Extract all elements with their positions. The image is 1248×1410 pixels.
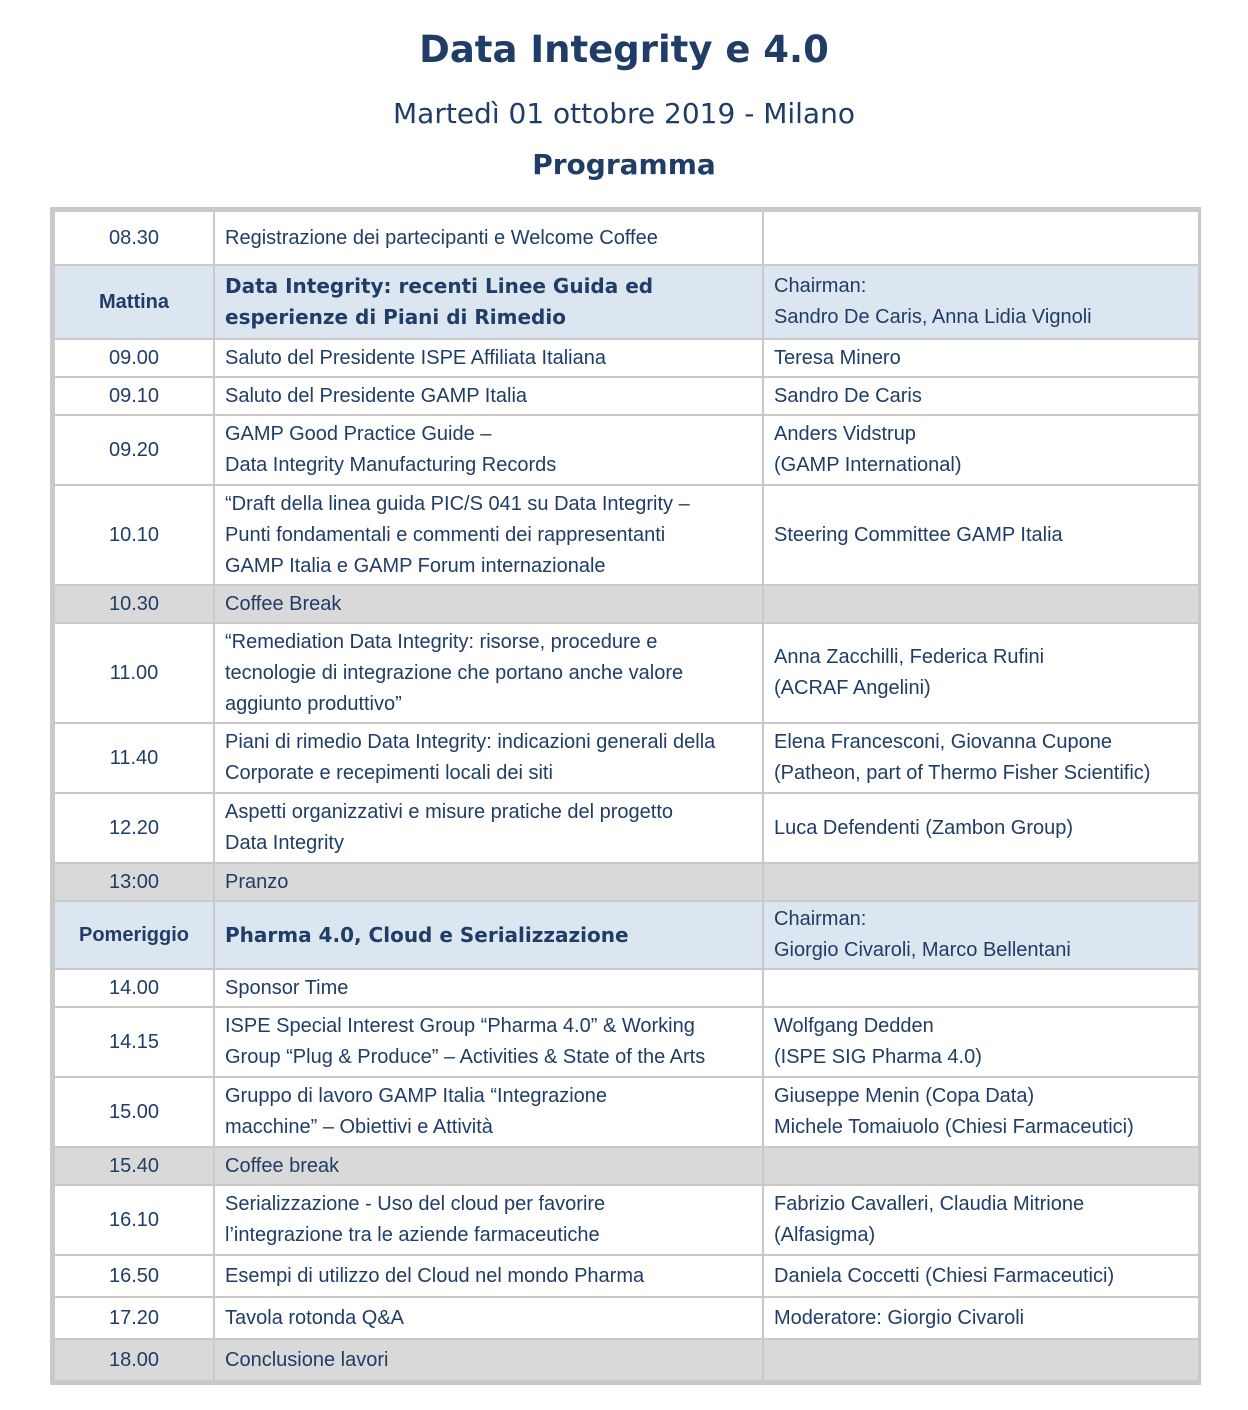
agenda-row — [54, 339, 1199, 377]
time-cell: 10.10 — [54, 485, 214, 585]
speaker-cell — [763, 1007, 1199, 1077]
speaker-cell — [763, 863, 1199, 901]
program-table — [53, 210, 1200, 1382]
time-cell: 09.00 — [54, 339, 214, 377]
program-table-frame — [50, 207, 1201, 1385]
time-cell: 18.00 — [54, 1339, 214, 1381]
topic-line: ISPE Special Interest Group “Pharma 4.0” & Working — [225, 1015, 695, 1037]
topic-cell — [214, 723, 763, 793]
session-row — [54, 901, 1199, 969]
time-cell: 08.30 — [54, 211, 214, 265]
topic-line: Group “Plug & Produce” – Activities & State of the Arts — [225, 1046, 706, 1068]
speaker-cell — [763, 265, 1199, 339]
speaker-line: Michele Tomaiuolo (Chiesi Farmaceutici) — [774, 1116, 1134, 1138]
speaker-cell — [763, 485, 1199, 585]
agenda-row — [54, 1185, 1199, 1255]
speaker-cell — [763, 415, 1199, 485]
topic-line: Tavola rotonda Q&A — [225, 1306, 404, 1329]
agenda-row — [54, 485, 1199, 585]
topic-line: Aspetti organizzativi e misure pratiche del progetto — [225, 801, 674, 823]
time-cell: 10.30 — [54, 585, 214, 623]
speaker-cell — [763, 1255, 1199, 1297]
speaker-cell — [763, 1077, 1199, 1147]
speaker-cell — [763, 901, 1199, 969]
topic-cell — [214, 1147, 763, 1185]
topic-line: Coffee Break — [225, 592, 342, 615]
topic-line: Sponsor Time — [225, 976, 349, 999]
agenda-row — [54, 1297, 1199, 1339]
speaker-cell — [763, 969, 1199, 1007]
topic-line: Data Integrity — [225, 832, 344, 854]
speaker-line: Luca Defendenti (Zambon Group) — [774, 816, 1074, 839]
speaker-line: Steering Committee GAMP Italia — [774, 523, 1063, 546]
time-cell: 16.50 — [54, 1255, 214, 1297]
speaker-line: Anders Vidstrup — [774, 423, 916, 445]
break-row — [54, 1147, 1199, 1185]
topic-line: GAMP Good Practice Guide – — [225, 423, 492, 445]
speaker-line: Sandro De Caris — [774, 384, 922, 407]
topic-cell — [214, 585, 763, 623]
speaker-line: (Alfasigma) — [774, 1224, 876, 1246]
break-row — [54, 863, 1199, 901]
agenda-row — [54, 377, 1199, 415]
topic-cell — [214, 1185, 763, 1255]
speaker-line: Elena Francesconi, Giovanna Cupone — [774, 731, 1112, 753]
speaker-line: (Patheon, part of Thermo Fisher Scientific) — [774, 762, 1151, 784]
topic-cell — [214, 265, 763, 339]
topic-cell — [214, 1077, 763, 1147]
time-cell: 15.40 — [54, 1147, 214, 1185]
topic-line: Saluto del Presidente GAMP Italia — [225, 384, 528, 407]
topic-line: Pranzo — [225, 870, 289, 893]
topic-line: Esempi di utilizzo del Cloud nel mondo Pharma — [225, 1264, 645, 1287]
speaker-cell — [763, 623, 1199, 723]
topic-line: Corporate e recepimenti locali dei siti — [225, 762, 553, 784]
agenda-row — [54, 793, 1199, 863]
speaker-line: Chairman: — [774, 275, 867, 297]
topic-cell — [214, 863, 763, 901]
speaker-cell — [763, 793, 1199, 863]
speaker-cell — [763, 1147, 1199, 1185]
topic-cell — [214, 1339, 763, 1381]
topic-cell — [214, 623, 763, 723]
speaker-line: Sandro De Caris, Anna Lidia Vignoli — [774, 306, 1092, 328]
agenda-row — [54, 623, 1199, 723]
agenda-row — [54, 415, 1199, 485]
program-table-body — [54, 211, 1199, 1381]
topic-line: macchine” – Obiettivi e Attività — [225, 1116, 493, 1138]
time-cell: 15.00 — [54, 1077, 214, 1147]
topic-cell — [214, 901, 763, 969]
time-cell: 16.10 — [54, 1185, 214, 1255]
topic-cell — [214, 1007, 763, 1077]
event-date-location: Martedì 01 ottobre 2019 - Milano — [393, 97, 855, 130]
speaker-line: (ISPE SIG Pharma 4.0) — [774, 1046, 982, 1068]
speaker-line: Wolfgang Dedden — [774, 1015, 934, 1037]
time-cell: 11.00 — [54, 623, 214, 723]
time-cell: Mattina — [54, 265, 214, 339]
speaker-cell — [763, 723, 1199, 793]
speaker-cell — [763, 377, 1199, 415]
topic-cell — [214, 1297, 763, 1339]
topic-line: “Remediation Data Integrity: risorse, procedure e — [225, 630, 658, 653]
topic-line: Serializzazione - Uso del cloud per favorire — [225, 1193, 606, 1215]
document-title: Data Integrity e 4.0 — [419, 28, 829, 71]
speaker-line: Daniela Coccetti (Chiesi Farmaceutici) — [774, 1264, 1115, 1287]
topic-line: tecnologie di integrazione che portano anche valore — [225, 661, 684, 684]
topic-line: Data Integrity: recenti Linee Guida ed — [225, 274, 654, 298]
speaker-cell — [763, 1297, 1199, 1339]
program-heading: Programma — [532, 148, 716, 181]
topic-cell — [214, 1255, 763, 1297]
topic-line: GAMP Italia e GAMP Forum internazionale — [225, 554, 606, 577]
speaker-line: Giorgio Civaroli, Marco Bellentani — [774, 939, 1071, 961]
speaker-line: (GAMP International) — [774, 454, 962, 476]
agenda-row — [54, 969, 1199, 1007]
topic-line: “Draft della linea guida PIC/S 041 su Data Integrity – — [225, 492, 690, 515]
speaker-line: Anna Zacchilli, Federica Rufini — [774, 646, 1045, 668]
topic-line: Saluto del Presidente ISPE Affiliata Italiana — [225, 346, 606, 369]
time-cell: 09.10 — [54, 377, 214, 415]
speaker-line: (ACRAF Angelini) — [774, 677, 931, 699]
speaker-cell — [763, 339, 1199, 377]
break-row — [54, 585, 1199, 623]
topic-line: Piani di rimedio Data Integrity: indicazioni generali della — [225, 731, 716, 753]
speaker-cell — [763, 1185, 1199, 1255]
topic-line: Conclusione lavori — [225, 1348, 389, 1371]
topic-line: Data Integrity Manufacturing Records — [225, 454, 557, 476]
agenda-row — [54, 211, 1199, 265]
time-cell: 17.20 — [54, 1297, 214, 1339]
time-cell: 11.40 — [54, 723, 214, 793]
topic-cell — [214, 969, 763, 1007]
speaker-line: Chairman: — [774, 908, 867, 930]
topic-cell — [214, 339, 763, 377]
speaker-cell — [763, 211, 1199, 265]
topic-line: l’integrazione tra le aziende farmaceutiche — [225, 1224, 600, 1246]
topic-cell — [214, 793, 763, 863]
time-cell: 09.20 — [54, 415, 214, 485]
speaker-line: Teresa Minero — [774, 346, 901, 369]
time-cell: Pomeriggio — [54, 901, 214, 969]
topic-line: aggiunto produttivo” — [225, 692, 402, 715]
break-row — [54, 1339, 1199, 1381]
speaker-line: Giuseppe Menin (Copa Data) — [774, 1085, 1035, 1107]
topic-line: esperienze di Piani di Rimedio — [225, 305, 566, 329]
topic-line: Pharma 4.0, Cloud e Serializzazione — [225, 922, 629, 947]
topic-cell — [214, 211, 763, 265]
time-cell: 12.20 — [54, 793, 214, 863]
session-row — [54, 265, 1199, 339]
agenda-row — [54, 1077, 1199, 1147]
agenda-row — [54, 1255, 1199, 1297]
topic-line: Gruppo di lavoro GAMP Italia “Integrazione — [225, 1085, 608, 1107]
speaker-line: Moderatore: Giorgio Civaroli — [774, 1306, 1025, 1329]
agenda-row — [54, 1007, 1199, 1077]
speaker-cell — [763, 1339, 1199, 1381]
time-cell: 14.15 — [54, 1007, 214, 1077]
topic-line: Coffee break — [225, 1154, 340, 1177]
topic-cell — [214, 377, 763, 415]
time-cell: 14.00 — [54, 969, 214, 1007]
speaker-line: Fabrizio Cavalleri, Claudia Mitrione — [774, 1193, 1085, 1215]
speaker-cell — [763, 585, 1199, 623]
time-cell: 13:00 — [54, 863, 214, 901]
topic-line: Punti fondamentali e commenti dei rappresentanti — [225, 523, 666, 546]
topic-cell — [214, 485, 763, 585]
topic-cell — [214, 415, 763, 485]
agenda-row — [54, 723, 1199, 793]
topic-line: Registrazione dei partecipanti e Welcome Coffee — [225, 226, 658, 249]
